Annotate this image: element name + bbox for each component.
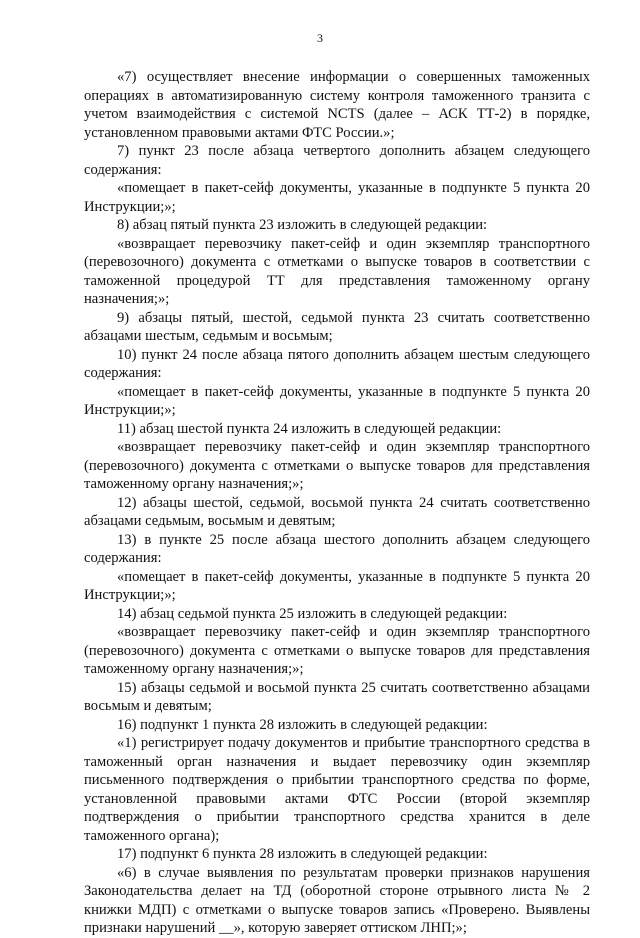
paragraph-15: «возвращает перевозчику пакет-сейф и один экземпляр транспортного (перевозочного) документа с отметками о выпуске товаров для представления таможенному органу назначения;»; [84,624,590,677]
paragraph-4: 8) абзац пятый пункта 23 изложить в следующей редакции: [117,217,488,233]
paragraph-10: «возвращает перевозчику пакет-сейф и один экземпляр транспортного (перевозочного) документа с отметками о выпуске товаров для представления таможенному органу назначения;»; [84,439,590,492]
paragraph-3: «помещает в пакет-сейф документы, указанные в подпункте 5 пункта 20 Инструкции;»; [84,180,590,215]
paragraph-14: 14) абзац седьмой пункта 25 изложить в следующей редакции: [117,605,508,622]
page-number: 3 [317,31,323,45]
paragraph-18: «1) регистрирует подачу документов и прибытие транспортного средства в таможенный орган назначения и выдает перевозчику один экземпляр письменного подтверждения о прибытии транспортного средства по форме, установленной правовыми актами ФТС России (второй экземпляр подтверждения о прибытии транспортного средства хранится в деле таможенного органа); [84,735,590,844]
paragraph-2: 7) пункт 23 после абзаца четвертого дополнить абзацем следующего содержания: [84,143,590,178]
paragraph-5: «возвращает перевозчику пакет-сейф и один экземпляр транспортного (перевозочного) документа с отметками о выпуске товаров в соответствии с таможенной процедурой ТТ для представления таможенному органу назначения;»; [84,235,590,307]
paragraph-20: «6) в случае выявления по результатам проверки признаков нарушения Законодательства делает на ТД (оборотной стороне отрывного листа № 2 книжки МДП) с отметками о выпуске товаров запись «Проверено. Выявлены признаки нарушений __», которую заверяет оттиском ЛНП;»; [84,864,590,936]
paragraph-16: 15) абзацы седьмой и восьмой пункта 25 считать соответственно абзацами восьмым и девятым; [84,679,590,714]
paragraph-19: 17) подпункт 6 пункта 28 изложить в следующей редакции: [117,846,488,862]
paragraph-12: 13) в пункте 25 после абзаца шестого дополнить абзацем следующего содержания: [84,531,590,566]
paragraph-7: 10) пункт 24 после абзаца пятого дополнить абзацем шестым следующего содержания: [84,346,590,381]
document-body [84,68,590,938]
paragraph-9: 11) абзац шестой пункта 24 изложить в следующей редакции: [117,420,502,437]
paragraph-17: 16) подпункт 1 пункта 28 изложить в следующей редакции: [117,716,488,733]
paragraph-13: «помещает в пакет-сейф документы, указанные в подпункте 5 пункта 20 Инструкции;»; [84,568,590,603]
paragraph-6: 9) абзацы пятый, шестой, седьмой пункта 23 считать соответственно абзацами шестым, седьмым и восьмым; [84,309,590,344]
paragraph-11: 12) абзацы шестой, седьмой, восьмой пункта 24 считать соответственно абзацами седьмым, восьмым и девятым; [84,494,590,529]
paragraph-1: «7) осуществляет внесение информации о совершенных таможенных операциях в автоматизированную систему контроля таможенного транзита с учетом взаимодействия с системой NCTS (далее – АСК ТТ-2) в порядке, установленном правовыми актами ФТС России.»; [84,69,590,141]
paragraph-8: «помещает в пакет-сейф документы, указанные в подпункте 5 пункта 20 Инструкции;»; [84,383,590,418]
